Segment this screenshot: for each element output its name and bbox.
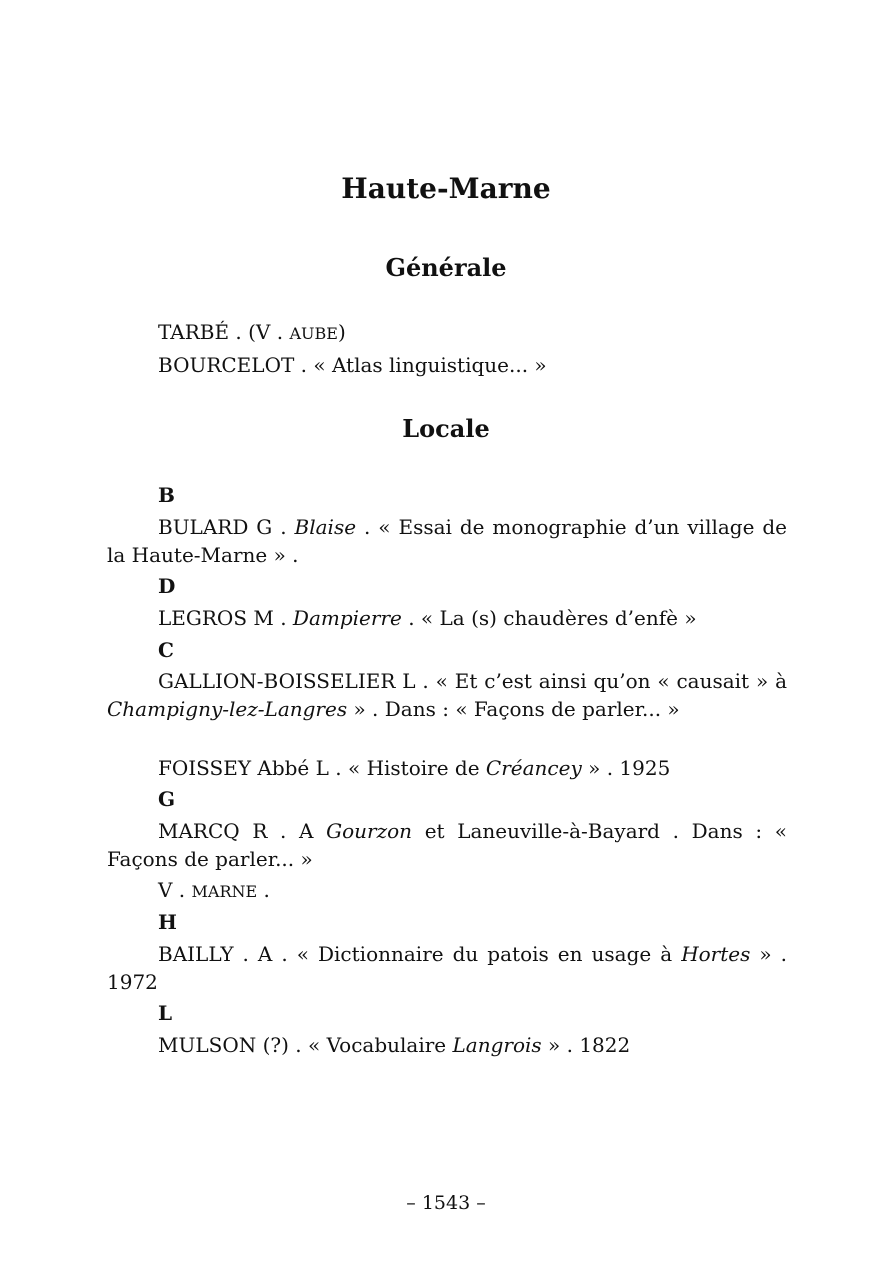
entry-tarbe	[158, 318, 346, 348]
entry-gallion-boisselier: GALLION-BOISSELIER L . « Et c’est ainsi qu’on « causait » à Champigny-lez-Langres » . Dans : « Façons de parler... »	[107, 669, 787, 721]
letter-heading-c: C	[158, 638, 174, 662]
entry-foissey: FOISSEY Abbé L . « Histoire de Créancey » . 1925	[158, 756, 671, 780]
entry-bourcelot: BOURCELOT . « Atlas linguistique... »	[158, 353, 547, 377]
place-name: Hortes	[681, 942, 751, 966]
place-name: Créancey	[485, 756, 582, 780]
entry-bailly: BAILLY . A . « Dictionnaire du patois en usage à Hortes » . 1972	[107, 942, 788, 994]
cross-reference-marne: V . MARNE .	[158, 878, 270, 902]
entry-author: TARBÉ .	[158, 320, 249, 344]
page-title: Haute-Marne	[341, 172, 551, 205]
entry-mulson: MULSON (?) . « Vocabulaire Langrois » . 1822	[158, 1033, 631, 1057]
entry-bulard: BULARD G . Blaise . « Essai de monographie d’un village de la Haute-Marne » .	[107, 515, 787, 567]
section-heading-locale: Locale	[402, 414, 490, 443]
letter-heading-h: H	[158, 910, 177, 934]
entry-legros: LEGROS M . Dampierre . « La (s) chaudères d’enfè »	[158, 606, 697, 630]
place-name: Dampierre	[292, 606, 402, 630]
letter-heading-b: B	[158, 483, 175, 507]
place-name: Champigny-lez-Langres	[107, 697, 348, 721]
letter-heading-d: D	[158, 574, 176, 598]
section-heading-generale: Générale	[385, 253, 507, 282]
place-name: Gourzon	[326, 819, 413, 843]
letter-heading-l: L	[158, 1001, 173, 1025]
page-number: – 1543 –	[406, 1192, 486, 1214]
place-name: Langrois	[452, 1033, 542, 1057]
entry-marcq: MARCQ R . A Gourzon et Laneuville-à-Bayard . Dans : « Façons de parler... »	[107, 819, 787, 871]
cross-reference: (V . AUBE)	[248, 320, 346, 344]
place-name: Blaise	[294, 515, 357, 539]
letter-heading-g: G	[158, 787, 176, 811]
